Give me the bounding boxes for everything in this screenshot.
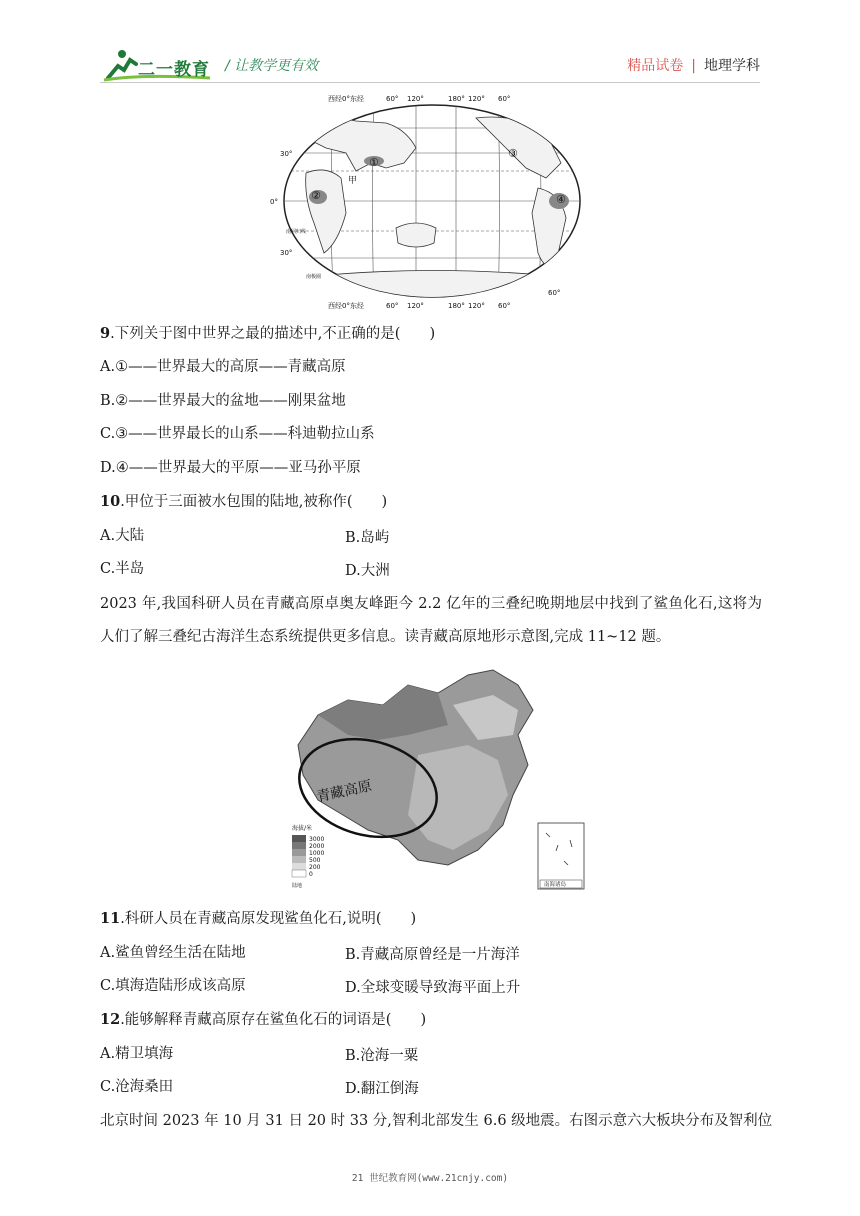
legend-extra: 陆地 (292, 883, 303, 889)
plateau-label: 青藏高原 (315, 778, 374, 806)
q12-option-b[interactable]: B.沧海一粟 (345, 1048, 419, 1064)
q12-option-a[interactable]: A.精卫填海 (100, 1046, 174, 1062)
q11-option-d[interactable]: D.全球变暖导致海平面上升 (345, 980, 521, 996)
passage-1: 2023 年,我国科研人员在青藏高原卓奥友峰距今 2.2 亿年的三叠纪晚期地层中找到了鲨鱼化石,这将为人们了解三叠纪古海洋生态系统提供更多信息。读青藏高原地形示意图,完成 11~12 题。 (100, 596, 762, 645)
bottom-label-1: 60° (386, 302, 399, 310)
slogan: / 让教学更有效 (225, 58, 319, 74)
passage-2: 北京时间 2023 年 10 月 31 日 20 时 33 分,智利北部发生 6.6 级地震。右图示意六大板块分布及智利位 (100, 1113, 773, 1129)
world-map-figure (270, 93, 588, 311)
q11-number: 11 (100, 910, 121, 927)
top-label-1: 60° (386, 95, 399, 103)
lat-label-2: 30° (280, 249, 293, 257)
q10-option-b[interactable]: B.岛屿 (345, 530, 390, 546)
bottom-label-2: 120° (407, 302, 424, 310)
top-label-0: 西经0°东经 (328, 95, 364, 103)
header-right (627, 55, 760, 75)
page-footer: 21 世纪教育网(www.21cnjy.com) (351, 1173, 509, 1184)
tropic-label: 南回归线 (286, 229, 307, 235)
top-label-4: 120° (468, 95, 485, 103)
q10-number: 10 (100, 493, 121, 510)
bottom-label-4: 120° (468, 302, 485, 310)
marker-2: ② (311, 189, 321, 202)
q11-stem (100, 909, 416, 929)
q12-number: 12 (100, 1011, 121, 1028)
q11-option-b[interactable]: B.青藏高原曾经是一片海洋 (345, 947, 520, 963)
lat-label-0: 30° (280, 150, 293, 158)
q10-option-c[interactable]: C.半岛 (100, 561, 145, 577)
q9-option-a[interactable]: A.①——世界最大的高原——青藏高原 (100, 359, 346, 375)
q9-option-d[interactable]: D.④——世界最大的平原——亚马孙平原 (100, 460, 361, 476)
q9-option-c[interactable]: C.③——世界最长的山系——科迪勒拉山系 (100, 426, 375, 442)
q11-option-c[interactable]: C.填海造陆形成该高原 (100, 978, 246, 994)
q10-option-a[interactable]: A.大陆 (100, 528, 145, 544)
bottom-label-3: 180° (448, 302, 465, 310)
q9-option-b[interactable]: B.②——世界最大的盆地——刚果盆地 (100, 393, 346, 409)
marker-3: ③ (508, 147, 518, 160)
legend-title: 海拔/米 (292, 825, 313, 832)
q10-stem-text: .甲位于三面被水包围的陆地,被称作( ) (120, 494, 388, 510)
brand-label: 精品试卷 (627, 58, 684, 74)
q12-option-d[interactable]: D.翻江倒海 (345, 1081, 419, 1097)
q12-stem-text: .能够解释青藏高原存在鲨鱼化石的词语是( ) (120, 1012, 427, 1028)
legend-value-3: 500 (309, 857, 321, 864)
legend-value-4: 200 (309, 864, 321, 871)
legend-value-0: 3000 (309, 836, 325, 843)
top-label-3: 180° (448, 95, 465, 103)
marker-1: ① (369, 156, 379, 169)
q10-option-d[interactable]: D.大洲 (345, 563, 390, 579)
q11-stem-text: .科研人员在青藏高原发现鲨鱼化石,说明( ) (120, 911, 417, 927)
legend-value-1: 2000 (309, 843, 325, 850)
q12-option-c[interactable]: C.沧海桑田 (100, 1079, 174, 1095)
lat-label-3: 60° (548, 289, 561, 297)
header-separator: | (691, 58, 696, 74)
top-label-2: 120° (407, 95, 424, 103)
q9-stem-text: .下列关于图中世界之最的描述中,不正确的是( ) (110, 326, 436, 342)
legend-value-5: 0 (309, 871, 313, 878)
page-header (0, 0, 860, 90)
subject-label: 地理学科 (704, 58, 760, 74)
marker-jia: 甲 (348, 176, 358, 186)
bottom-label-0: 西经0°东经 (328, 302, 364, 310)
inset-label: 南海诸岛 (544, 882, 567, 888)
logo-text: 二一教育 (138, 60, 210, 80)
bottom-label-5: 60° (498, 302, 511, 310)
china-map-figure (288, 665, 588, 893)
legend-value-2: 1000 (309, 850, 325, 857)
lat-label-1: 0° (270, 198, 278, 206)
q11-option-a[interactable]: A.鲨鱼曾经生活在陆地 (100, 945, 246, 961)
top-label-5: 60° (498, 95, 511, 103)
marker-4: ④ (556, 193, 566, 206)
antarctic-circle-label: 南极圈 (306, 274, 322, 280)
q9-stem (100, 324, 435, 344)
q9-number: 9 (100, 325, 111, 342)
header-divider (100, 82, 760, 83)
q12-stem (100, 1010, 426, 1030)
q10-stem (100, 492, 387, 512)
